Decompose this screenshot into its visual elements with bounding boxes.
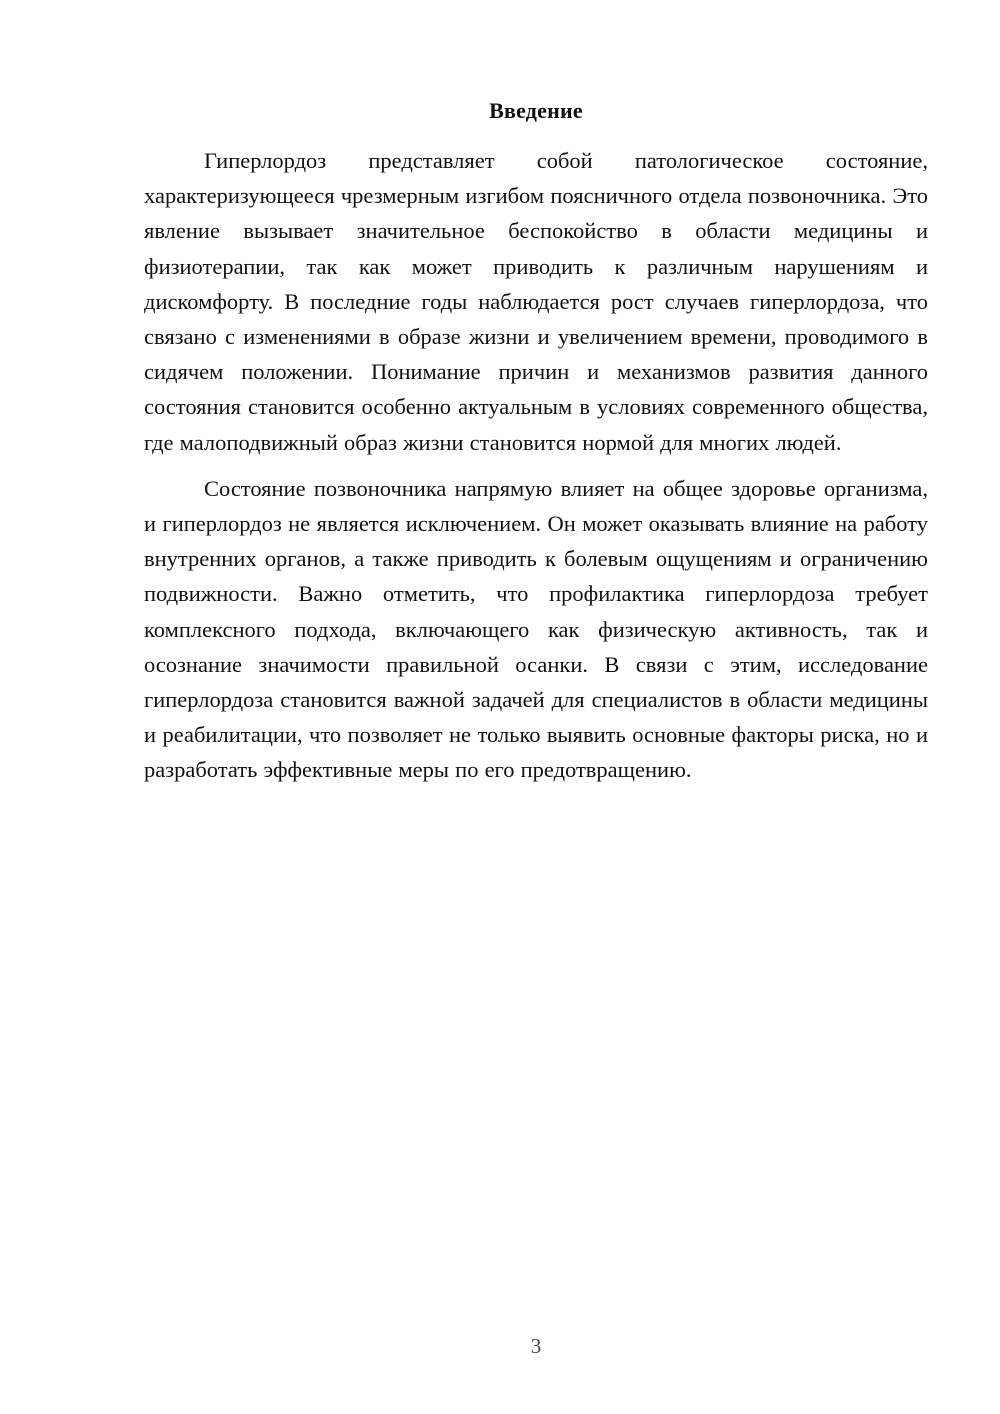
paragraph-2: Состояние позвоночника напрямую влияет на общее здоровье организма, и гиперлордоз не является исключением. Он может оказывать влияние на работу внутренних органов, а также приводить к болевым ощущениям и ограничению подвижности. Важно отметить, что профилактика гиперлордоза требует комплексного подхода, включающего как физическую активность, так и осознание значимости правильной осанки. В связи с этим, исследование гиперлордоза становится важной задачей для специалистов в области медицины и реабилитации, что позволяет не только выявить основные факторы риска, но и разработать эффективные меры по его предотвращению. <box>144 475 928 783</box>
page-number: 3 <box>530 1334 542 1358</box>
paragraph-1: Гиперлордоз представляет собой патологическое состояние, характеризующееся чрезмерным изгибом поясничного отдела позвоночника. Это явление вызывает значительное беспокойство в области медицины и физиотерапии, так как может приводить к различным нарушениям и дискомфорту. В последние годы наблюдается рост случаев гиперлордоза, что связано с изменениями в образе жизни и увеличением времени, проводимого в сидячем положении. Понимание причин и механизмов развития данного состояния становится особенно актуальным в условиях современного общества, где малоподвижный образ жизни становится нормой для многих людей. <box>144 148 928 455</box>
section-heading: Введение <box>489 98 583 123</box>
body-text <box>144 143 928 799</box>
